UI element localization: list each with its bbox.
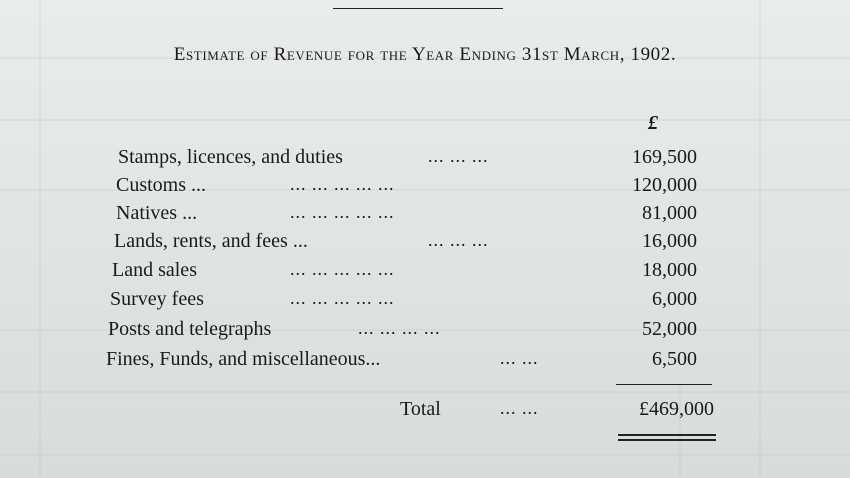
row-leader-dots: ... ... ... ... ... [290, 174, 395, 194]
row-amount: 16,000 [642, 230, 697, 252]
revenue-row [0, 259, 850, 287]
revenue-row [0, 174, 850, 202]
row-leader-dots: ... ... [500, 348, 539, 368]
subtotal-rule [616, 384, 712, 385]
row-amount: 6,500 [652, 348, 697, 370]
row-label: Stamps, licences, and duties [118, 146, 343, 168]
row-amount: 169,500 [632, 146, 697, 168]
row-label: Survey fees [110, 288, 204, 310]
row-leader-dots: ... ... ... [428, 146, 489, 166]
row-label: Lands, rents, and fees ... [114, 230, 308, 252]
row-leader-dots: ... ... ... ... [358, 318, 441, 338]
row-leader-dots: ... ... ... ... ... [290, 202, 395, 222]
row-leader-dots: ... ... ... [428, 230, 489, 250]
revenue-row [0, 202, 850, 230]
page-title: Estimate of Revenue for the Year Ending 31st March, 1902. [173, 44, 677, 65]
currency-symbol: £ [648, 112, 658, 134]
row-leader-dots: ... ... ... ... ... [290, 259, 395, 279]
revenue-row [0, 348, 850, 376]
row-amount: 18,000 [642, 259, 697, 281]
top-rule [333, 8, 503, 9]
row-label: Natives ... [116, 202, 198, 224]
total-double-rule-lower [618, 439, 716, 441]
row-amount: 6,000 [652, 288, 697, 310]
total-row [0, 398, 850, 428]
row-leader-dots: ... ... ... ... ... [290, 288, 395, 308]
row-amount: 81,000 [642, 202, 697, 224]
revenue-row [0, 288, 850, 316]
total-amount: £469,000 [639, 398, 714, 420]
revenue-row [0, 230, 850, 258]
total-label: Total [400, 398, 441, 420]
row-label: Land sales [112, 259, 197, 281]
row-label: Customs ... [116, 174, 207, 196]
row-label: Fines, Funds, and miscellaneous... [106, 348, 381, 370]
row-label: Posts and telegraphs [108, 318, 272, 340]
row-amount: 52,000 [642, 318, 697, 340]
revenue-row [0, 318, 850, 346]
revenue-row [0, 146, 850, 174]
row-amount: 120,000 [632, 174, 697, 196]
total-leader-dots: ... ... [500, 398, 539, 418]
total-double-rule-upper [618, 434, 716, 436]
